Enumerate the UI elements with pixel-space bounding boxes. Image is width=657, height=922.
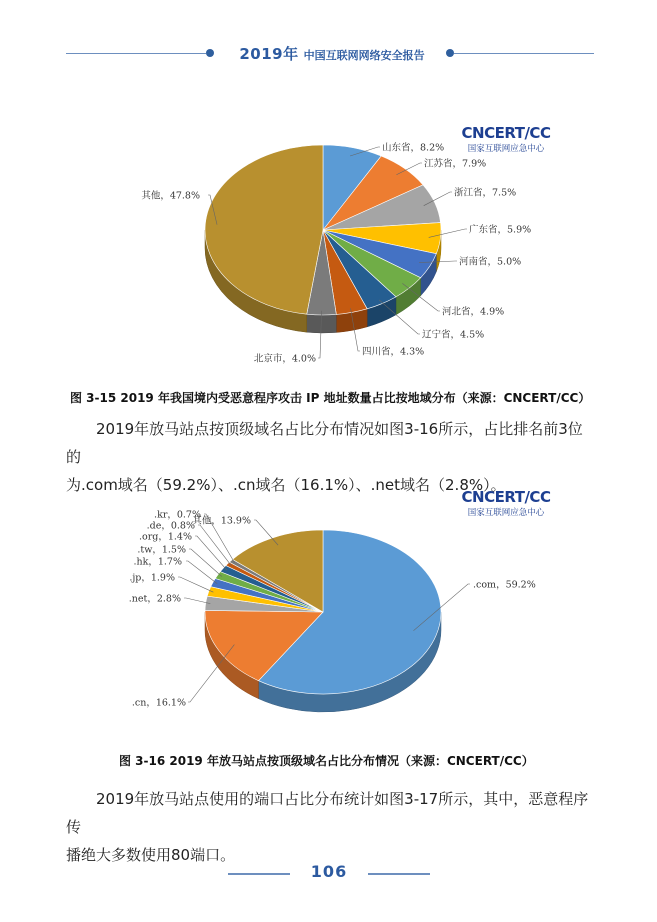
- header-rule-right: [454, 53, 594, 54]
- data-label-slice: 山东省，8.2%: [382, 142, 445, 154]
- data-label-slice: 其他，13.9%: [192, 515, 251, 527]
- figure-caption-3-16: 图 3-16 2019 年放马站点按顶级域名占比分布情况（来源：CNCERT/CC）: [119, 754, 534, 768]
- data-label-de: .de，0.8%: [146, 520, 195, 532]
- data-label-slice: 北京市，4.0%: [253, 353, 316, 365]
- data-label-slice: 广东省，5.9%: [469, 224, 532, 236]
- leader-line-jp: [178, 577, 213, 592]
- data-label-slice: 辽宁省，4.5%: [422, 329, 485, 341]
- page-number: 106: [310, 862, 348, 881]
- data-label-slice: 其他，47.8%: [141, 190, 200, 202]
- logo-text: CNCERT/CC: [461, 488, 551, 506]
- chart-region-distribution: [0, 100, 657, 380]
- leader-line-tw: [189, 549, 222, 576]
- header-title: [212, 43, 452, 64]
- data-label-slice: 河南省，5.0%: [459, 256, 522, 268]
- header-rule-left: [66, 53, 206, 54]
- paragraph-1-line-1: 2019年放马站点按顶级域名占比分布情况如图3-16所示，占比排名前3位的: [66, 420, 583, 466]
- logo-text: CNCERT/CC: [461, 124, 551, 142]
- paragraph-2-line-1: 2019年放马站点使用的端口占比分布统计如图3-17所示，其中，恶意程序传: [66, 790, 589, 836]
- data-label-org: .org，1.4%: [139, 531, 192, 543]
- data-label-tw: .tw，1.5%: [137, 544, 186, 556]
- figure-caption-3-15: 图 3-15 2019 年我国境内受恶意程序攻击 IP 地址数量占比按地域分布（来源：CNCERT/CC）: [70, 391, 591, 405]
- header-year: 2019年: [239, 45, 299, 63]
- paragraph-2-line-2: 播绝大多数使用80端口。: [66, 846, 236, 864]
- data-label-slice: 江苏省，7.9%: [424, 158, 487, 170]
- header-subtitle: 中国互联网网络安全报告: [303, 49, 425, 62]
- paragraph-1: [66, 415, 596, 499]
- data-label-hk: .hk，1.7%: [133, 556, 182, 568]
- data-label-com: .com，59.2%: [473, 579, 536, 591]
- logo-subtext: 国家互联网应急中心: [467, 144, 545, 154]
- logo-subtext: 国家互联网应急中心: [467, 508, 545, 518]
- data-label-slice: 浙江省，7.5%: [454, 187, 517, 199]
- paragraph-2: [66, 785, 596, 869]
- chart-tld-distribution: [0, 500, 657, 730]
- footer-rule-right: [368, 873, 430, 875]
- data-label-jp: .jp，1.9%: [129, 572, 175, 584]
- data-label-net: .net，2.8%: [128, 593, 181, 605]
- data-label-cn: .cn，16.1%: [131, 697, 186, 709]
- data-label-slice: 河北省，4.9%: [442, 306, 505, 318]
- data-label-kr: .kr，0.7%: [154, 509, 201, 521]
- header-dot-right: [446, 49, 454, 57]
- footer-rule-left: [228, 873, 290, 875]
- paragraph-1-line-2: 为.com域名（59.2%）、.cn域名（16.1%）、.net域名（2.8%）。: [66, 476, 506, 494]
- leader-line-hk: [186, 561, 217, 584]
- data-label-slice: 四川省，4.3%: [362, 346, 425, 358]
